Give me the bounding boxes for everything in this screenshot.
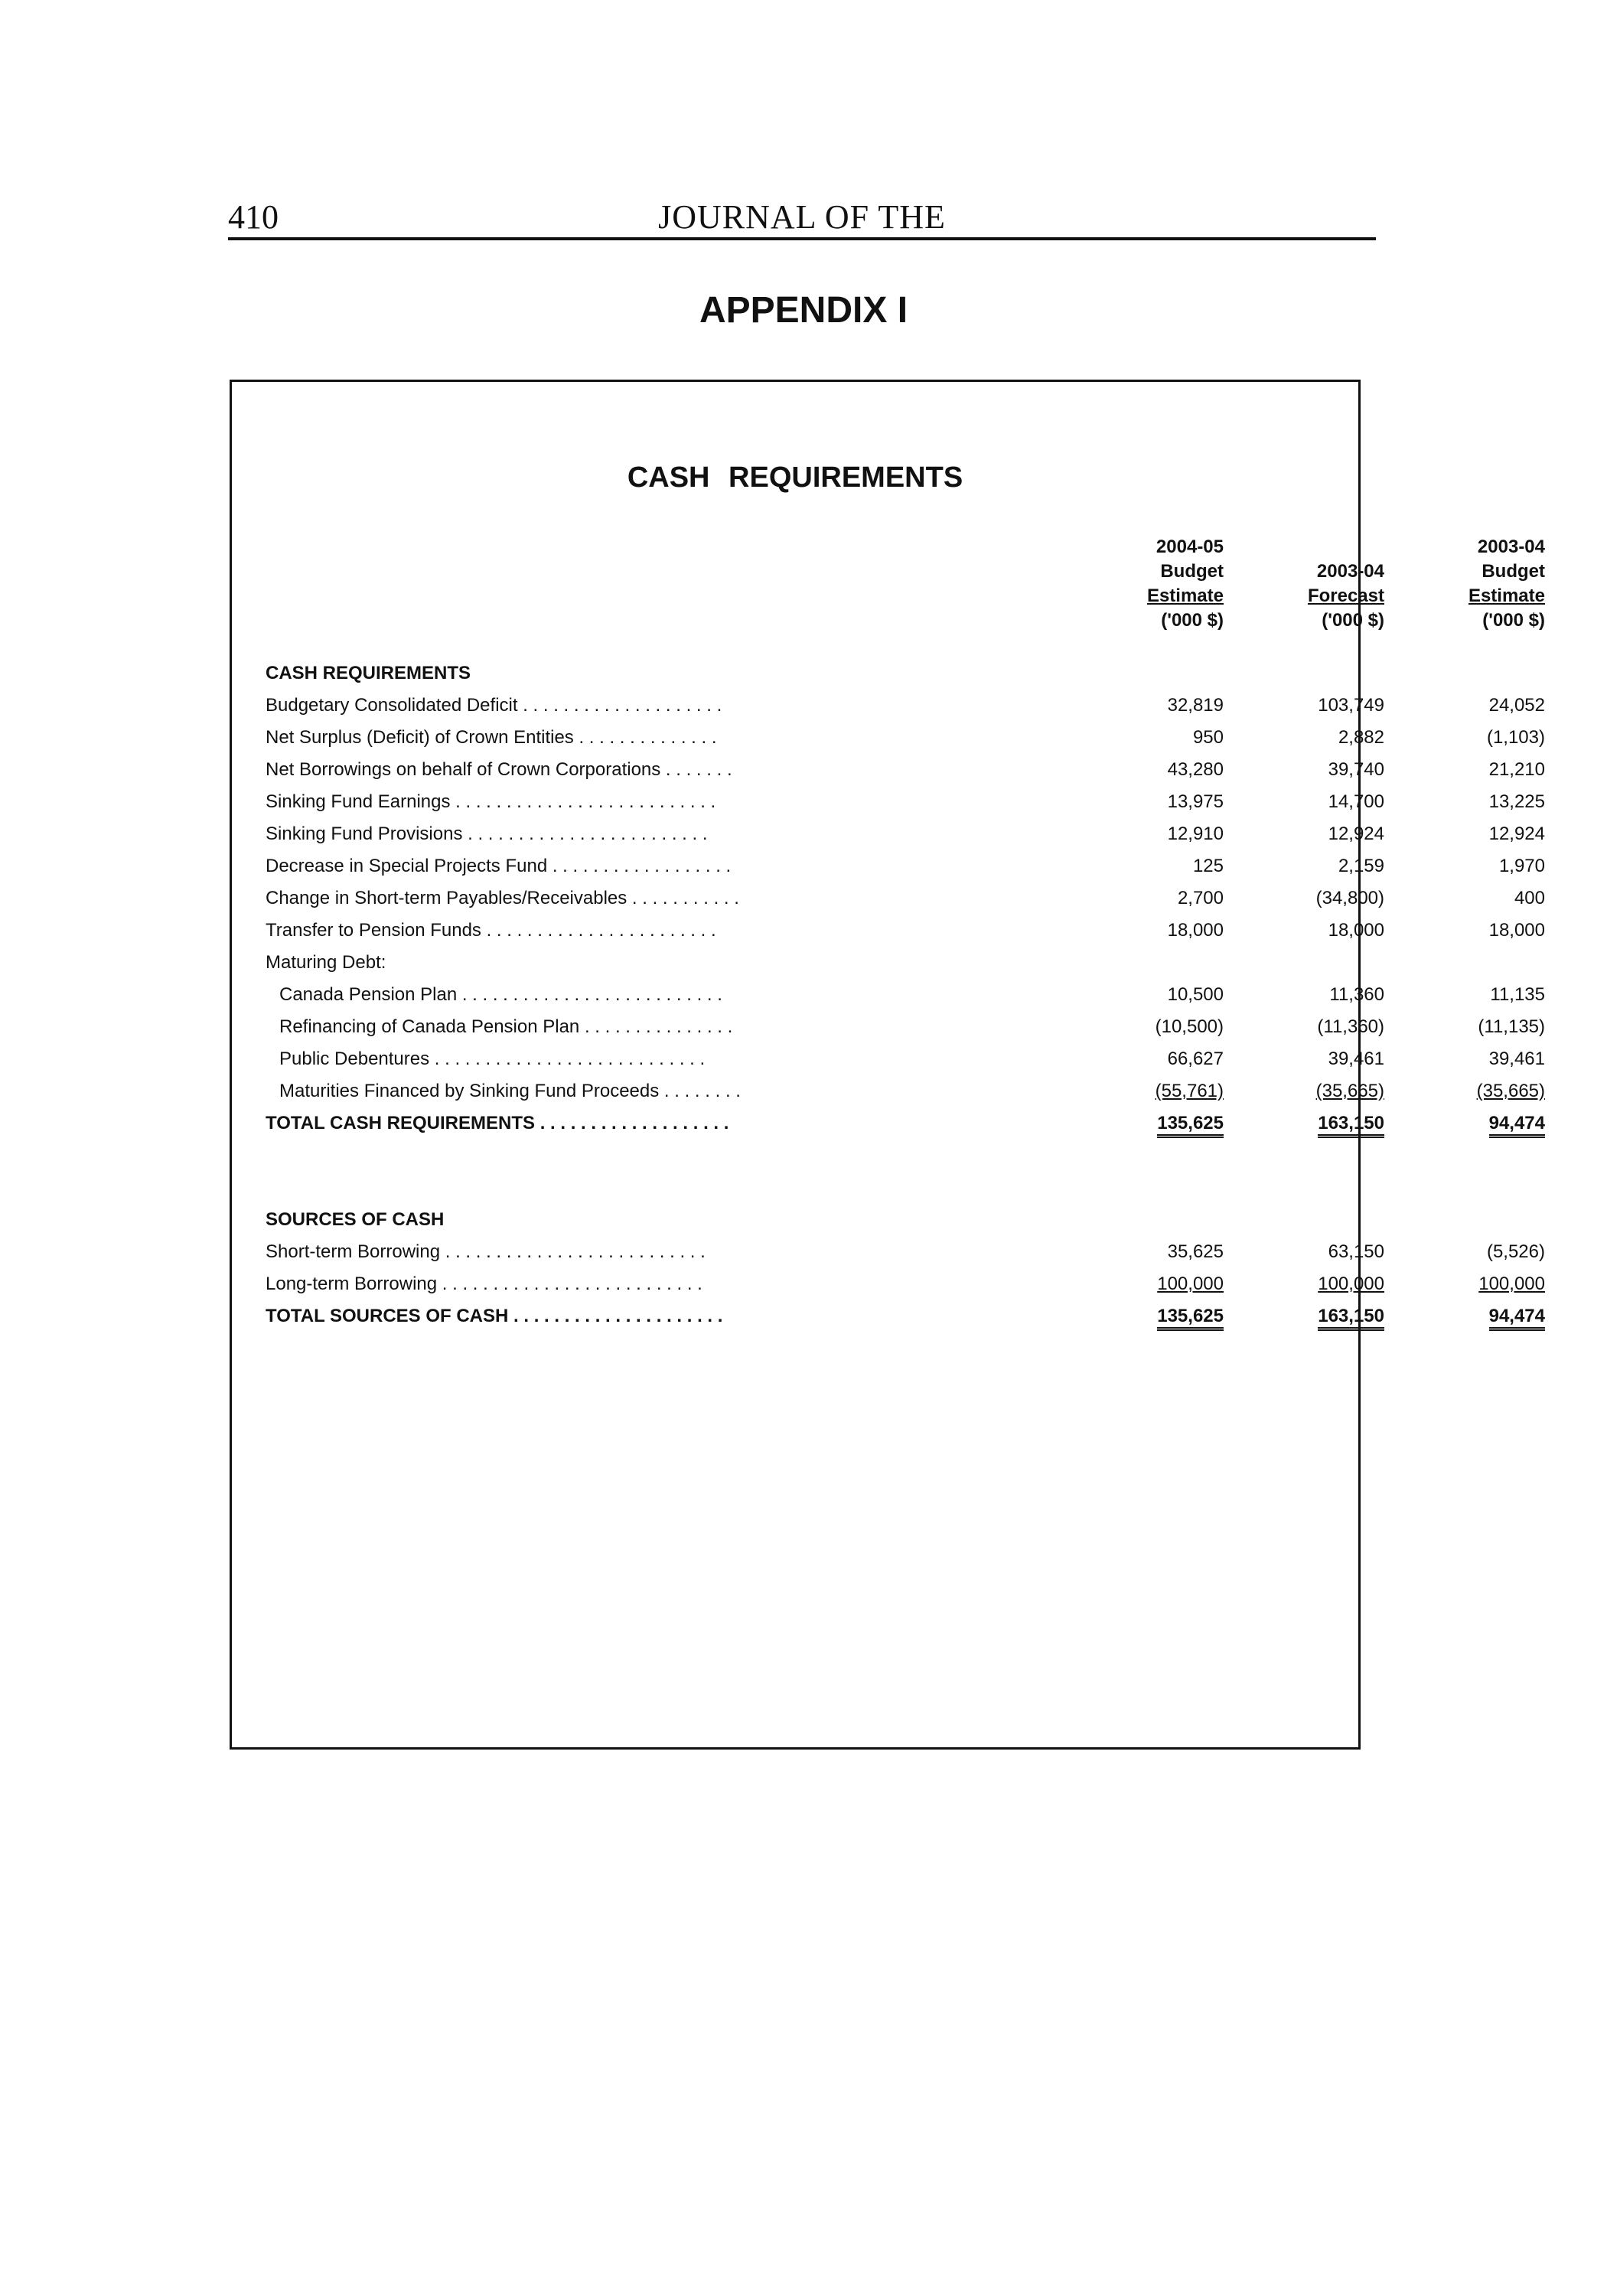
value-2003-04-estimate: 18,000 xyxy=(1488,920,1545,941)
column-header-line: Estimate xyxy=(1146,585,1224,606)
value-2003-04-estimate: (11,135) xyxy=(1478,1016,1545,1037)
value-2003-04-estimate: (5,526) xyxy=(1486,1241,1545,1262)
column-header-line xyxy=(1216,535,1384,559)
row-label: Transfer to Pension Funds . . . . . . . . . . . . . . . . . . . . . . . xyxy=(266,920,716,941)
value-2004-05 xyxy=(1078,1268,1224,1300)
value-2003-04-forecast: (34,800) xyxy=(1315,888,1384,908)
table-row xyxy=(266,1268,1545,1300)
total-text: 163,150 xyxy=(1318,1113,1384,1138)
value-2004-05 xyxy=(1078,1075,1224,1107)
value-2003-04-estimate: (1,103) xyxy=(1486,727,1545,748)
table-title: CASH REQUIREMENTS xyxy=(627,461,963,494)
value-2003-04-forecast: 103,749 xyxy=(1318,695,1384,716)
table-row xyxy=(266,1043,1545,1075)
row-label: Refinancing of Canada Pension Plan . . . . . . . . . . . . . . . xyxy=(279,1016,733,1037)
row-label: Net Borrowings on behalf of Crown Corporations . . . . . . . xyxy=(266,759,732,780)
value-2003-04-estimate: 21,210 xyxy=(1488,759,1545,780)
value-2003-04-forecast: 14,700 xyxy=(1328,791,1384,812)
table-row xyxy=(266,915,1545,947)
table-row xyxy=(266,1236,1545,1268)
value-2004-05: 66,627 xyxy=(1167,1049,1224,1069)
column-header-line: Budget xyxy=(1160,561,1224,582)
column-header-line: 2003-04 xyxy=(1477,536,1545,557)
table-row-total xyxy=(266,1300,1545,1332)
value-2004-05: 10,500 xyxy=(1167,984,1224,1005)
value-text: (35,665) xyxy=(1315,1081,1384,1101)
table-row xyxy=(266,1011,1545,1043)
value-text: 100,000 xyxy=(1318,1274,1384,1294)
value-2003-04-forecast: 39,461 xyxy=(1328,1049,1384,1069)
total-2003-04-estimate xyxy=(1400,1300,1545,1332)
value-2004-05: 18,000 xyxy=(1167,920,1224,941)
total-text: 163,150 xyxy=(1318,1306,1384,1331)
value-2004-05: 950 xyxy=(1192,727,1224,748)
total-label: TOTAL SOURCES OF CASH . . . . . . . . . . . . . . . . . . . . . xyxy=(266,1306,723,1326)
value-2004-05: (10,500) xyxy=(1155,1016,1224,1037)
value-2003-04-forecast: 11,360 xyxy=(1329,984,1384,1005)
column-header-line: Budget xyxy=(1482,561,1545,582)
column-header-line: Forecast xyxy=(1307,585,1384,606)
row-label: Long-term Borrowing . . . . . . . . . . . . . . . . . . . . . . . . . . xyxy=(266,1274,702,1294)
running-head xyxy=(228,197,1376,237)
value-2003-04-forecast: 39,740 xyxy=(1328,759,1384,780)
total-2003-04-forecast xyxy=(1239,1107,1384,1140)
row-label: Net Surplus (Deficit) of Crown Entities . . . . . . . . . . . . . . xyxy=(266,727,717,748)
value-2004-05: 12,910 xyxy=(1167,823,1224,844)
value-text: (55,761) xyxy=(1155,1081,1224,1101)
column-header-line: 2004-05 xyxy=(1156,536,1224,557)
total-text: 135,625 xyxy=(1157,1113,1224,1138)
table-row xyxy=(266,690,1545,722)
section-heading-sources-of-cash: SOURCES OF CASH xyxy=(266,1209,445,1230)
row-label: Sinking Fund Provisions . . . . . . . . . . . . . . . . . . . . . . . . xyxy=(266,823,708,844)
journal-title: JOURNAL OF THE xyxy=(658,198,946,236)
value-2004-05: 35,625 xyxy=(1167,1241,1224,1262)
value-2004-05: 13,975 xyxy=(1167,791,1224,812)
value-2003-04-forecast xyxy=(1239,1268,1384,1300)
value-2003-04-estimate xyxy=(1400,1268,1545,1300)
value-2004-05: 43,280 xyxy=(1167,759,1224,780)
value-2003-04-forecast: (11,360) xyxy=(1317,1016,1384,1037)
value-2003-04-estimate xyxy=(1400,1075,1545,1107)
total-text: 94,474 xyxy=(1489,1306,1545,1331)
value-2003-04-estimate: 400 xyxy=(1514,888,1545,908)
row-label: Maturities Financed by Sinking Fund Proceeds . . . . . . . . xyxy=(279,1081,741,1101)
value-text: 100,000 xyxy=(1157,1274,1224,1294)
value-text: 100,000 xyxy=(1478,1274,1545,1294)
column-header-2004-05-estimate xyxy=(1055,535,1224,633)
value-2003-04-forecast: 63,150 xyxy=(1328,1241,1384,1262)
value-2003-04-forecast: 18,000 xyxy=(1328,920,1384,941)
column-header-2003-04-estimate xyxy=(1377,535,1545,633)
table-row xyxy=(266,786,1545,818)
row-label: Short-term Borrowing . . . . . . . . . . . . . . . . . . . . . . . . . . xyxy=(266,1241,706,1262)
total-text: 94,474 xyxy=(1489,1113,1545,1138)
value-2003-04-estimate: 1,970 xyxy=(1498,856,1545,876)
value-2004-05: 125 xyxy=(1192,856,1224,876)
page-number: 410 xyxy=(228,198,279,236)
row-label: Change in Short-term Payables/Receivables . . . . . . . . . . . xyxy=(266,888,739,908)
value-2004-05: 2,700 xyxy=(1177,888,1224,908)
total-text: 135,625 xyxy=(1157,1306,1224,1331)
value-text: (35,665) xyxy=(1476,1081,1545,1101)
value-2003-04-estimate: 24,052 xyxy=(1488,695,1545,716)
total-2003-04-forecast xyxy=(1239,1300,1384,1332)
table-row xyxy=(266,979,1545,1011)
row-label: Budgetary Consolidated Deficit . . . . . . . . . . . . . . . . . . . . xyxy=(266,695,722,716)
value-2003-04-estimate: 12,924 xyxy=(1488,823,1545,844)
row-label: Public Debentures . . . . . . . . . . . . . . . . . . . . . . . . . . . xyxy=(279,1049,706,1069)
table-row xyxy=(266,722,1545,754)
header-rule xyxy=(228,237,1376,240)
section-heading-cash-requirements: CASH REQUIREMENTS xyxy=(266,663,471,683)
total-2004-05 xyxy=(1078,1300,1224,1332)
value-2003-04-forecast: 2,882 xyxy=(1338,727,1384,748)
column-header-line: ('000 $) xyxy=(1322,610,1384,631)
value-2003-04-forecast: 2,159 xyxy=(1338,856,1384,876)
table-row xyxy=(266,1075,1545,1107)
table-row xyxy=(266,818,1545,850)
value-2003-04-estimate: 13,225 xyxy=(1488,791,1545,812)
row-label: Canada Pension Plan . . . . . . . . . . . . . . . . . . . . . . . . . . xyxy=(279,984,722,1005)
table-row xyxy=(266,882,1545,915)
column-header-line: ('000 $) xyxy=(1482,610,1545,631)
table-row xyxy=(266,754,1545,786)
value-2003-04-forecast xyxy=(1239,1075,1384,1107)
appendix-title: APPENDIX I xyxy=(699,290,908,331)
table-row-total xyxy=(266,1107,1545,1140)
row-label: Maturing Debt: xyxy=(266,952,386,973)
column-header-line: Estimate xyxy=(1468,585,1545,606)
value-2004-05: 32,819 xyxy=(1167,695,1224,716)
column-header-line: ('000 $) xyxy=(1161,610,1224,631)
row-label: Sinking Fund Earnings . . . . . . . . . . . . . . . . . . . . . . . . . . xyxy=(266,791,716,812)
total-label: TOTAL CASH REQUIREMENTS . . . . . . . . . . . . . . . . . . . xyxy=(266,1113,729,1133)
row-label: Decrease in Special Projects Fund . . . . . . . . . . . . . . . . . . xyxy=(266,856,732,876)
column-header-2003-04-forecast xyxy=(1216,535,1384,633)
value-2003-04-estimate: 11,135 xyxy=(1490,984,1545,1005)
total-2003-04-estimate xyxy=(1400,1107,1545,1140)
table-row-subheading xyxy=(266,947,1291,979)
table-frame xyxy=(230,380,1545,1750)
total-2004-05 xyxy=(1078,1107,1224,1140)
column-header-line: 2003-04 xyxy=(1316,561,1384,582)
table-row xyxy=(266,850,1545,882)
value-2003-04-forecast: 12,924 xyxy=(1328,823,1384,844)
value-2003-04-estimate: 39,461 xyxy=(1488,1049,1545,1069)
